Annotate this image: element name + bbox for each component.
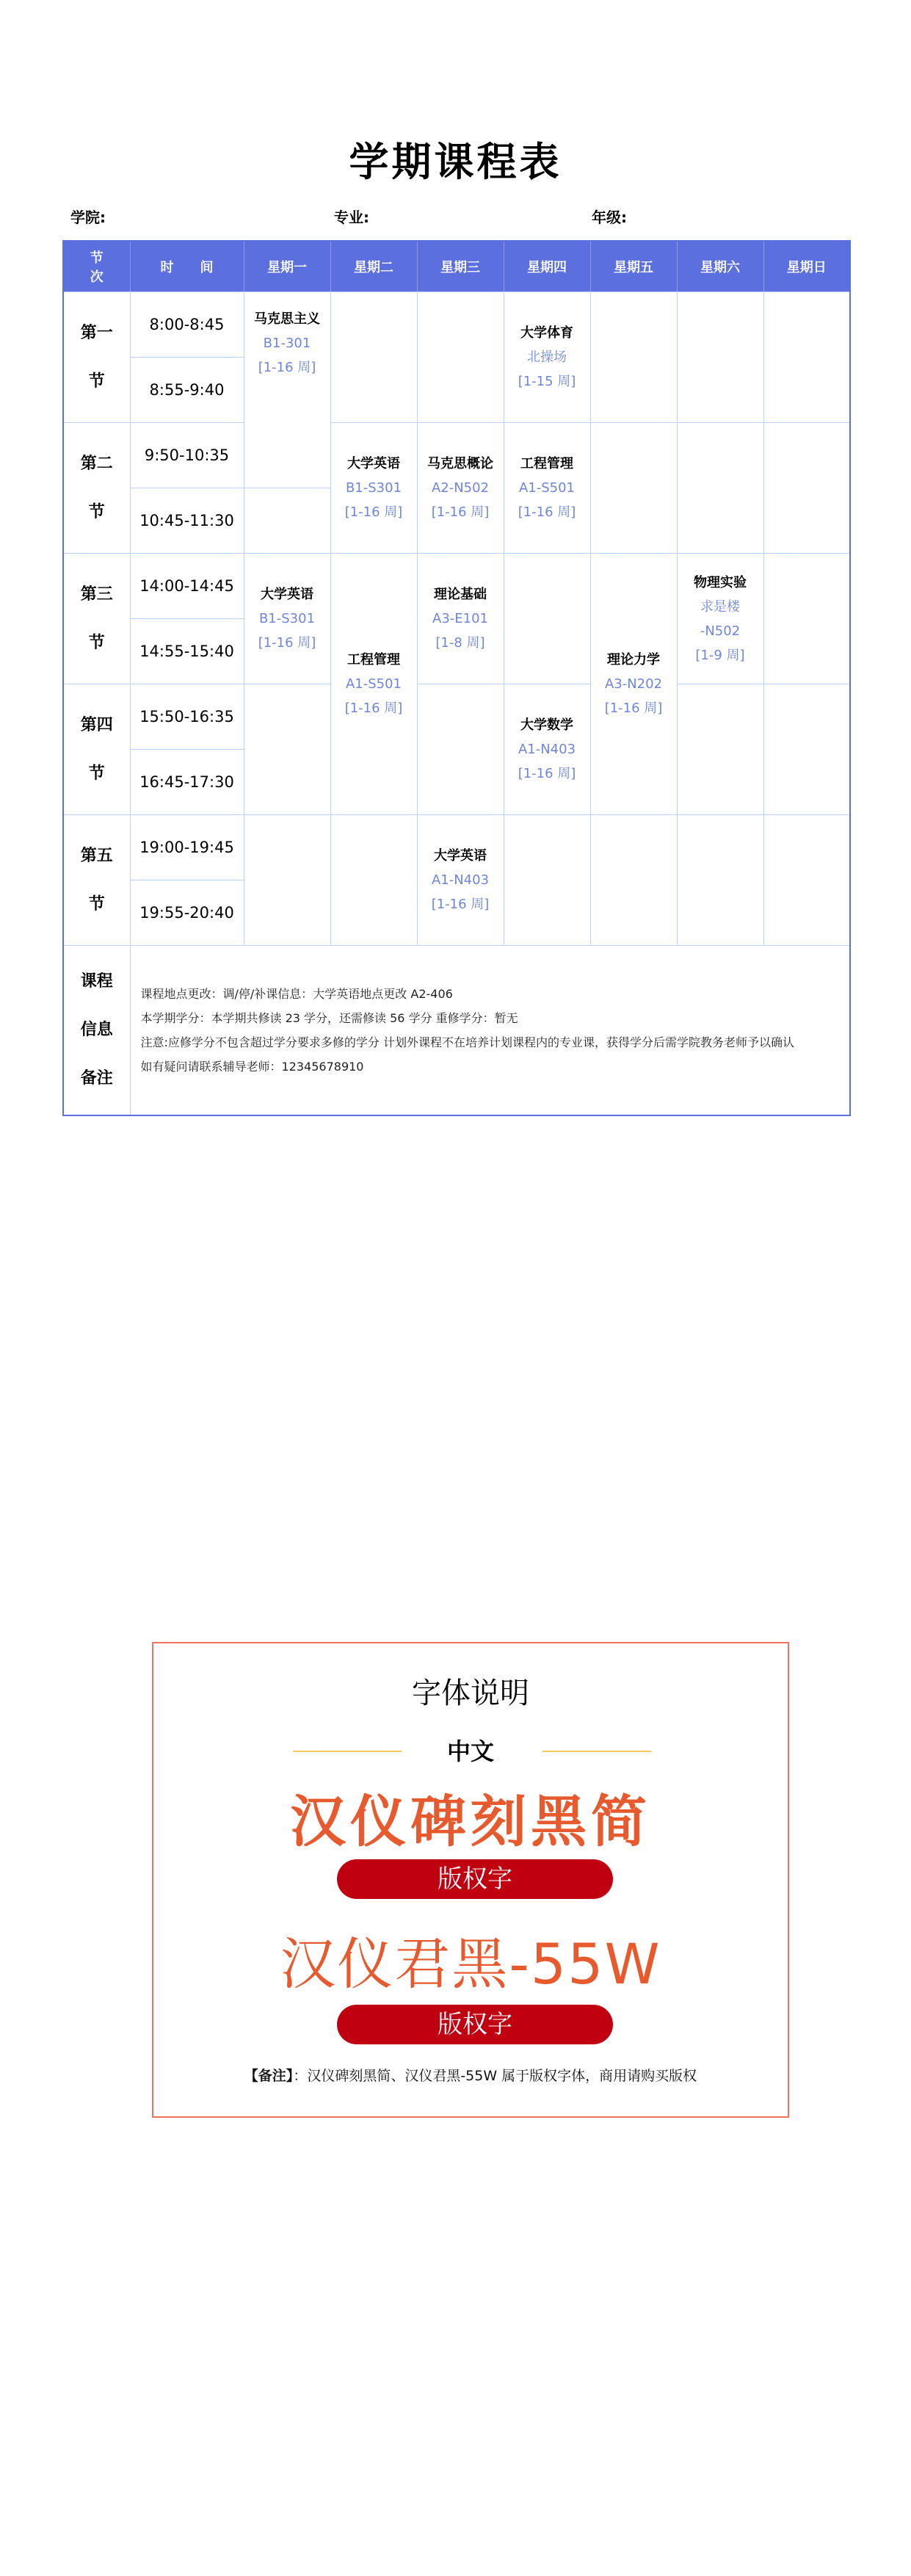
time-slot: 8:00-8:45 — [130, 292, 244, 358]
header-saturday: 星期六 — [677, 241, 763, 292]
empty-cell — [763, 684, 850, 815]
empty-cell — [763, 815, 850, 946]
course-room: A2-N502 — [431, 480, 490, 496]
divider-right — [542, 1751, 651, 1752]
course-name: 理论基础 — [434, 587, 487, 602]
empty-cell — [330, 292, 417, 423]
notes-heading — [63, 946, 130, 1116]
schedule-table — [62, 240, 851, 1116]
period-name: 第五 — [80, 846, 113, 865]
period-suffix: 节 — [88, 633, 105, 652]
table-row — [63, 554, 850, 619]
table-row — [63, 423, 850, 488]
empty-cell — [677, 684, 763, 815]
table-row — [63, 815, 850, 880]
course-name: 大学英语 — [347, 456, 400, 471]
font-info-box — [152, 1642, 789, 2118]
page-title: 学期课程表 — [349, 139, 562, 185]
grade-label: 年级: — [592, 209, 627, 226]
period-5 — [63, 815, 130, 946]
note-line: 如有疑问请联系辅导老师：12345678910 — [140, 1060, 364, 1074]
notes-heading-line: 信息 — [80, 1021, 113, 1039]
course-name: 大学英语 — [434, 848, 487, 864]
notes-heading-line: 课程 — [80, 972, 113, 991]
course-weeks: [1-9 周] — [695, 647, 745, 663]
time-slot: 14:55-15:40 — [130, 619, 244, 684]
course-weeks: [1-16 周] — [431, 504, 490, 520]
course-room: A1-N403 — [518, 742, 576, 757]
course-room: B1-301 — [263, 336, 311, 351]
table-row — [63, 684, 850, 750]
empty-cell — [330, 815, 417, 946]
time-slot: 9:50-10:35 — [130, 423, 244, 488]
period-suffix: 节 — [88, 372, 105, 391]
period-name: 第一 — [80, 323, 113, 342]
header-period-line1: 节 — [90, 250, 104, 266]
note-line: 本学期学分：本学期共修读 23 学分，还需修读 56 学分 重修学分：暂无 — [140, 1011, 518, 1025]
header-period — [63, 241, 130, 292]
empty-cell — [244, 684, 330, 815]
table-row — [63, 292, 850, 358]
empty-cell — [763, 292, 850, 423]
header-friday: 星期五 — [590, 241, 677, 292]
course-thu-2 — [504, 423, 590, 554]
course-room-cont: -N502 — [700, 623, 741, 639]
empty-cell — [244, 815, 330, 946]
course-room: A3-N202 — [604, 676, 663, 692]
course-tue-2 — [330, 423, 417, 554]
course-room: A1-S501 — [518, 480, 576, 496]
course-weeks: [1-16 周] — [258, 360, 316, 375]
header-time: 时 间 — [130, 241, 244, 292]
course-fri-4 — [590, 554, 677, 815]
header-tuesday: 星期二 — [330, 241, 417, 292]
course-name: 工程管理 — [520, 456, 573, 471]
period-2 — [63, 423, 130, 554]
college-label: 学院: — [70, 209, 106, 226]
course-wed-2 — [417, 423, 504, 554]
notes-heading-line: 备注 — [80, 1069, 113, 1088]
empty-cell — [590, 815, 677, 946]
course-wed-3 — [417, 554, 504, 684]
time-slot: 19:55-20:40 — [130, 880, 244, 946]
notes-row — [63, 946, 850, 1116]
course-weeks: [1-16 周] — [344, 701, 403, 716]
empty-cell — [763, 554, 850, 684]
course-mon-3 — [244, 554, 330, 684]
empty-cell — [590, 292, 677, 423]
course-thu-4 — [504, 684, 590, 815]
header-thursday: 星期四 — [504, 241, 590, 292]
course-room: A3-E101 — [432, 611, 488, 626]
header-wednesday: 星期三 — [417, 241, 504, 292]
course-room: 北操场 — [527, 350, 567, 365]
period-name: 第三 — [80, 585, 113, 604]
course-weeks: [1-16 周] — [258, 635, 316, 651]
course-name: 大学体育 — [520, 325, 573, 341]
empty-cell — [417, 684, 504, 815]
course-mon-1 — [244, 292, 330, 488]
course-weeks: [1-15 周] — [518, 374, 576, 389]
course-room: A1-S501 — [345, 676, 402, 692]
course-sat-3 — [677, 554, 763, 684]
course-name: 大学数学 — [520, 717, 573, 733]
empty-cell — [677, 292, 763, 423]
time-slot: 16:45-17:30 — [130, 750, 244, 815]
header-row — [63, 241, 850, 292]
course-room: B1-S301 — [345, 480, 402, 496]
empty-cell — [677, 423, 763, 554]
course-name: 工程管理 — [347, 652, 400, 667]
empty-cell — [417, 292, 504, 423]
period-1 — [63, 292, 130, 423]
note-line: 课程地点更改：调/停/补课信息：大学英语地点更改 A2-406 — [140, 987, 453, 1001]
course-weeks: [1-16 周] — [518, 766, 576, 781]
course-weeks: [1-16 周] — [604, 701, 663, 716]
font-info-subtitle: 中文 — [446, 1737, 494, 1765]
major-label: 专业: — [334, 209, 369, 226]
course-name: 马克思主义 — [254, 311, 320, 327]
note-line: 注意:应修学分不包含超过学分要求多修的学分 计划外课程不在培养计划课程内的专业课，获得学分后需学院教务老师予以确认 — [140, 1035, 794, 1049]
header-sunday: 星期日 — [763, 241, 850, 292]
course-name: 马克思概论 — [427, 456, 493, 471]
empty-cell — [504, 554, 590, 684]
course-room: A1-N403 — [431, 872, 490, 888]
period-name: 第四 — [80, 715, 113, 734]
header-monday: 星期一 — [244, 241, 330, 292]
time-slot: 19:00-19:45 — [130, 815, 244, 880]
font-sample-1: 汉仪碑刻黑简 — [290, 1789, 651, 1854]
font-info-title: 字体说明 — [412, 1676, 529, 1710]
period-name: 第二 — [80, 454, 113, 473]
time-slot: 8:55-9:40 — [130, 358, 244, 423]
empty-cell — [504, 815, 590, 946]
course-weeks: [1-16 周] — [431, 897, 490, 912]
period-suffix: 节 — [88, 894, 105, 913]
course-room: B1-S301 — [258, 611, 316, 626]
notes-content — [130, 946, 850, 1116]
course-room: 求是楼 — [700, 598, 740, 615]
course-weeks: [1-8 周] — [435, 635, 485, 651]
font-sample-2: 汉仪君黑-55W — [280, 1931, 661, 1997]
empty-cell — [763, 423, 850, 554]
empty-cell — [590, 423, 677, 554]
empty-cell — [677, 815, 763, 946]
period-suffix: 节 — [88, 764, 105, 783]
course-wed-5 — [417, 815, 504, 946]
period-suffix: 节 — [88, 502, 105, 521]
header-period-line2: 次 — [90, 269, 104, 285]
course-tue-4 — [330, 554, 417, 815]
time-slot: 14:00-14:45 — [130, 554, 244, 619]
copyright-badge-1: 版权字 — [337, 1859, 613, 1899]
font-note — [153, 2065, 788, 2085]
course-name: 物理实验 — [694, 574, 747, 590]
note-label: 【备注】 — [244, 2068, 294, 2084]
time-slot: 10:45-11:30 — [130, 488, 244, 554]
course-name: 理论力学 — [607, 652, 660, 667]
note-text: ：汉仪碑刻黑简、汉仪君黑-55W 属于版权字体，商用请购买版权 — [293, 2068, 697, 2084]
course-weeks: [1-16 周] — [344, 504, 403, 520]
course-weeks: [1-16 周] — [518, 504, 576, 520]
copyright-badge-2: 版权字 — [337, 2005, 613, 2044]
time-slot: 15:50-16:35 — [130, 684, 244, 750]
course-name: 大学英语 — [261, 587, 313, 602]
period-3 — [63, 554, 130, 684]
period-4 — [63, 684, 130, 815]
course-thu-1 — [504, 292, 590, 423]
